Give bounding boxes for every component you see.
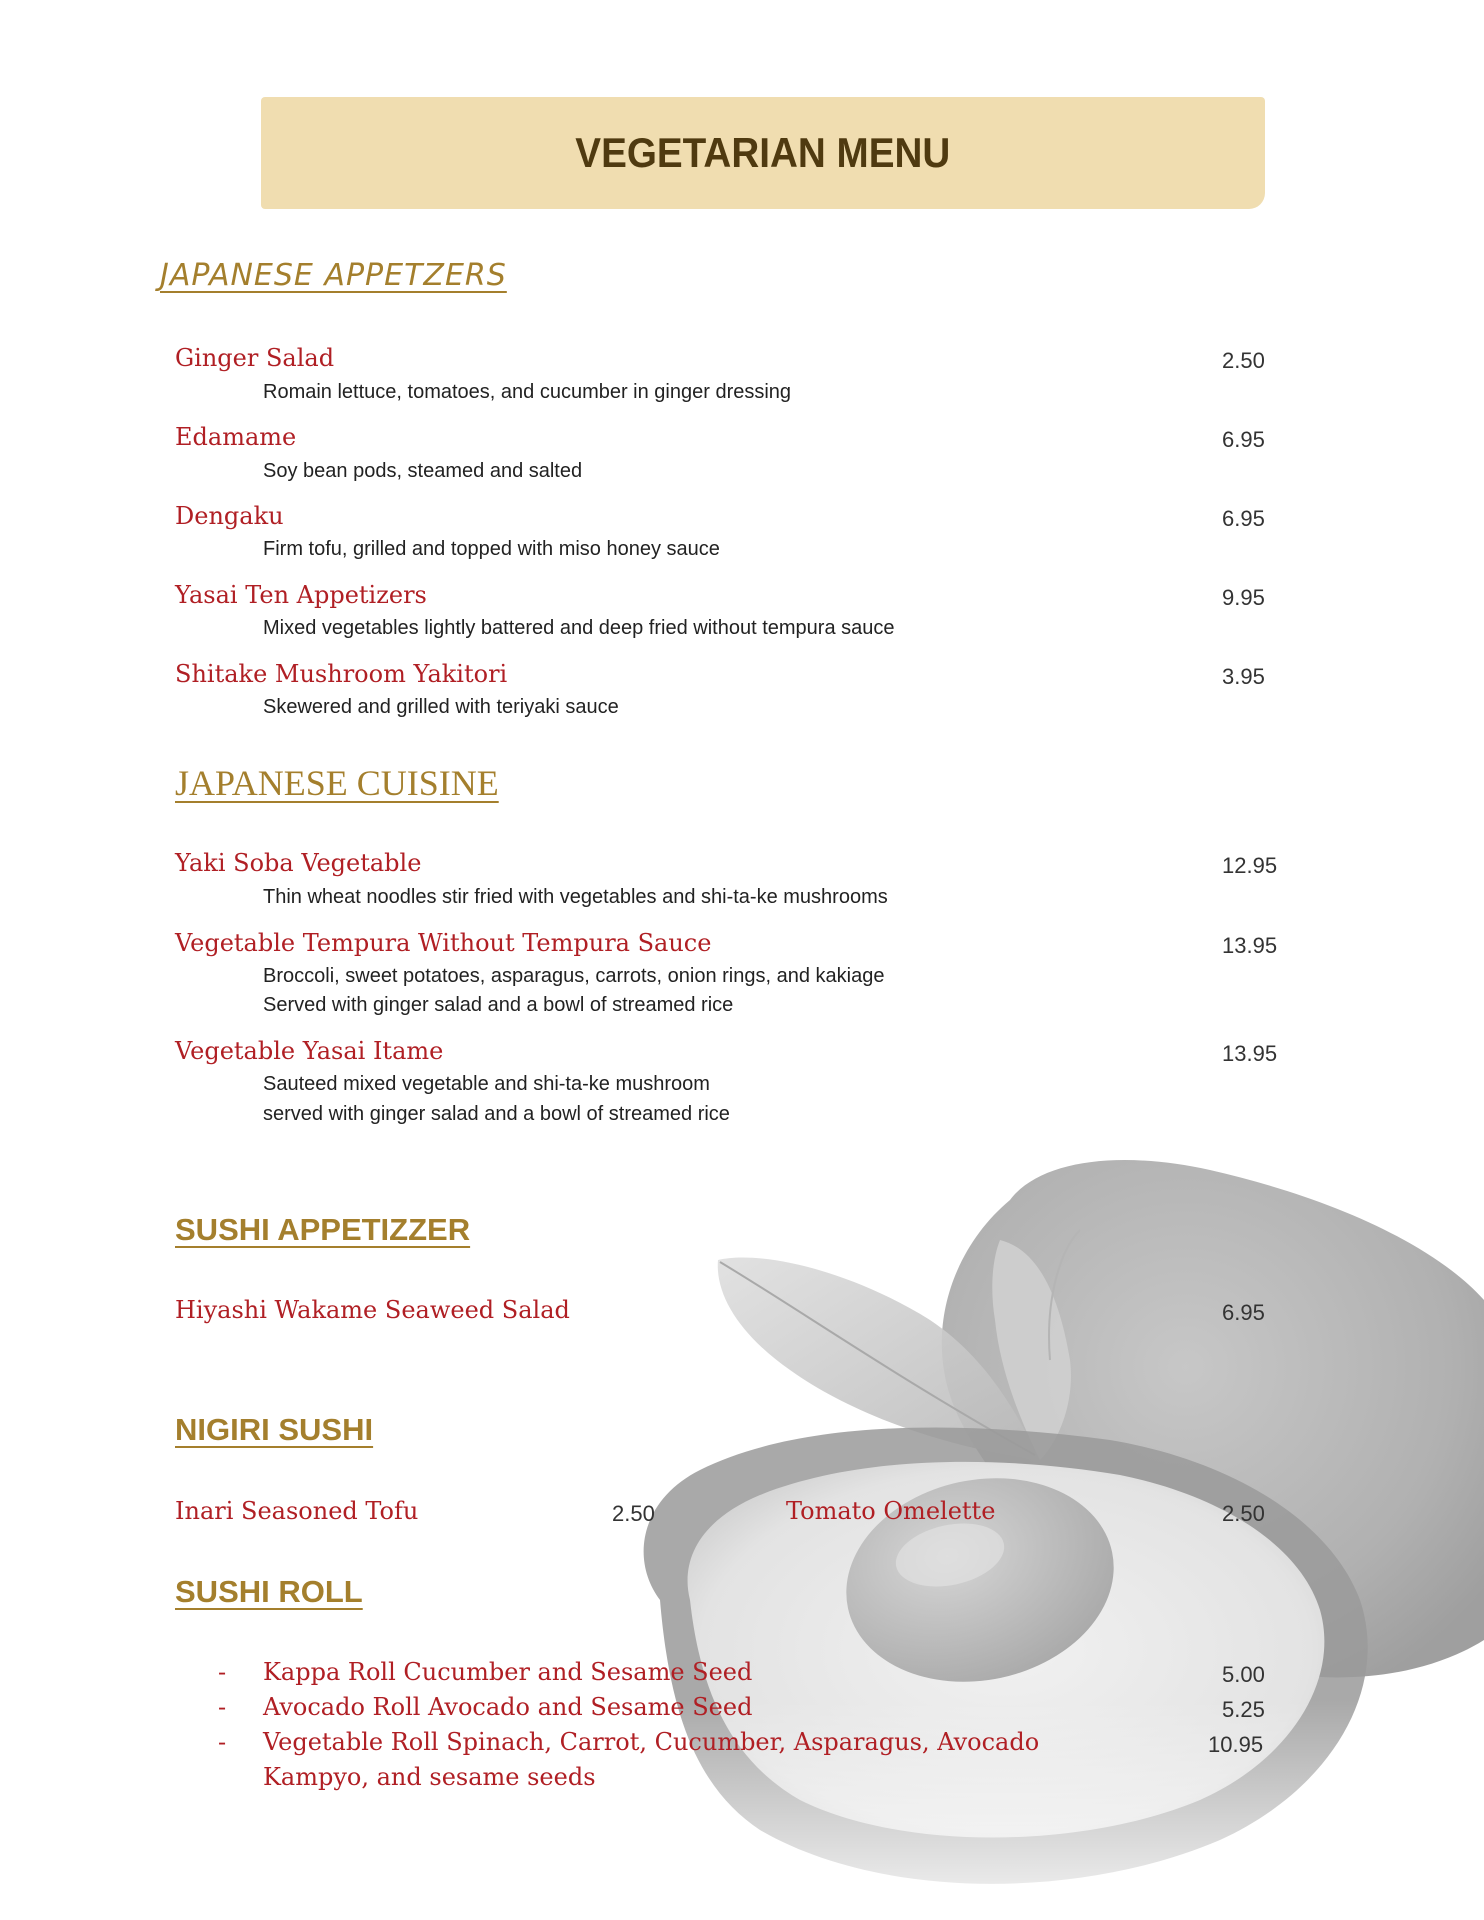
menu-item-price: 6.95 <box>1222 506 1265 531</box>
section-title-cuisine: JAPANESE CUISINE <box>175 763 499 803</box>
menu-item-price: 2.50 <box>1222 1501 1265 1526</box>
menu-item-price: 12.95 <box>1222 853 1278 878</box>
menu-item-description: served with ginger salad and a bowl of streamed rice <box>263 1103 730 1125</box>
menu-item-price: 5.00 <box>1222 1662 1265 1687</box>
menu-item-description: Sauteed mixed vegetable and shi-ta-ke mushroom <box>263 1073 710 1095</box>
menu-item-price: 10.95 <box>1208 1732 1264 1757</box>
menu-item-description: Broccoli, sweet potatoes, asparagus, carrots, onion rings, and kakiage <box>263 965 885 987</box>
menu-item-name: Yaki Soba Vegetable <box>175 849 422 877</box>
menu-item-price: 9.95 <box>1222 585 1265 610</box>
menu-item-price: 13.95 <box>1222 933 1278 958</box>
menu-item-description: Skewered and grilled with teriyaki sauce <box>263 696 619 718</box>
section-title-nigiri: NIGIRI SUSHI <box>175 1412 374 1447</box>
menu-item-price: 3.95 <box>1222 664 1265 689</box>
menu-item-price: 13.95 <box>1222 1041 1278 1066</box>
title-banner <box>261 97 1265 209</box>
menu-item-price: 6.95 <box>1222 427 1265 452</box>
menu-item-name: Vegetable Yasai Itame <box>175 1037 444 1065</box>
menu-item-description: Thin wheat noodles stir fried with vegetables and shi-ta-ke mushrooms <box>263 886 888 908</box>
menu-item-name: Shitake Mushroom Yakitori <box>175 660 508 688</box>
menu-item-description: Served with ginger salad and a bowl of streamed rice <box>263 994 734 1016</box>
list-bullet: - <box>218 1658 227 1686</box>
menu-item-description: Romain lettuce, tomatoes, and cucumber in ginger dressing <box>263 381 792 403</box>
menu-item-description: Soy bean pods, steamed and salted <box>263 460 583 482</box>
menu-item-name: Kappa Roll Cucumber and Sesame Seed <box>263 1658 753 1686</box>
menu-item-description: Firm tofu, grilled and topped with miso honey sauce <box>263 538 720 560</box>
menu-item-price: 6.95 <box>1222 1300 1265 1325</box>
menu-item-name: Vegetable Tempura Without Tempura Sauce <box>175 929 712 957</box>
section-title-appetizers: JAPANESE APPETZERS <box>160 258 507 293</box>
menu-item-name: Avocado Roll Avocado and Sesame Seed <box>263 1693 753 1721</box>
page-title: VEGETARIAN MENU <box>575 129 951 176</box>
menu-item-name: Dengaku <box>175 502 284 530</box>
section-title-sushi-roll: SUSHI ROLL <box>175 1574 363 1609</box>
menu-item-name-continued: Kampyo, and sesame seeds <box>263 1763 596 1791</box>
list-bullet: - <box>218 1728 227 1756</box>
menu-item-name: Tomato Omelette <box>786 1497 996 1525</box>
menu-item-name: Ginger Salad <box>175 344 335 372</box>
menu-item-name: Inari Seasoned Tofu <box>175 1497 419 1525</box>
menu-item-name: Vegetable Roll Spinach, Carrot, Cucumber, Asparagus, Avocado <box>263 1728 1040 1756</box>
menu-item-name: Yasai Ten Appetizers <box>175 581 427 609</box>
menu-item-price: 2.50 <box>612 1501 655 1526</box>
menu-item-price: 5.25 <box>1222 1697 1265 1722</box>
menu-item-price: 2.50 <box>1222 348 1265 373</box>
menu-item-name: Hiyashi Wakame Seaweed Salad <box>175 1296 570 1324</box>
menu-item-description: Mixed vegetables lightly battered and deep fried without tempura sauce <box>263 617 895 639</box>
menu-item-name: Edamame <box>175 423 297 451</box>
section-title-sushi-appetizer: SUSHI APPETIZZER <box>175 1212 471 1247</box>
list-bullet: - <box>218 1693 227 1721</box>
